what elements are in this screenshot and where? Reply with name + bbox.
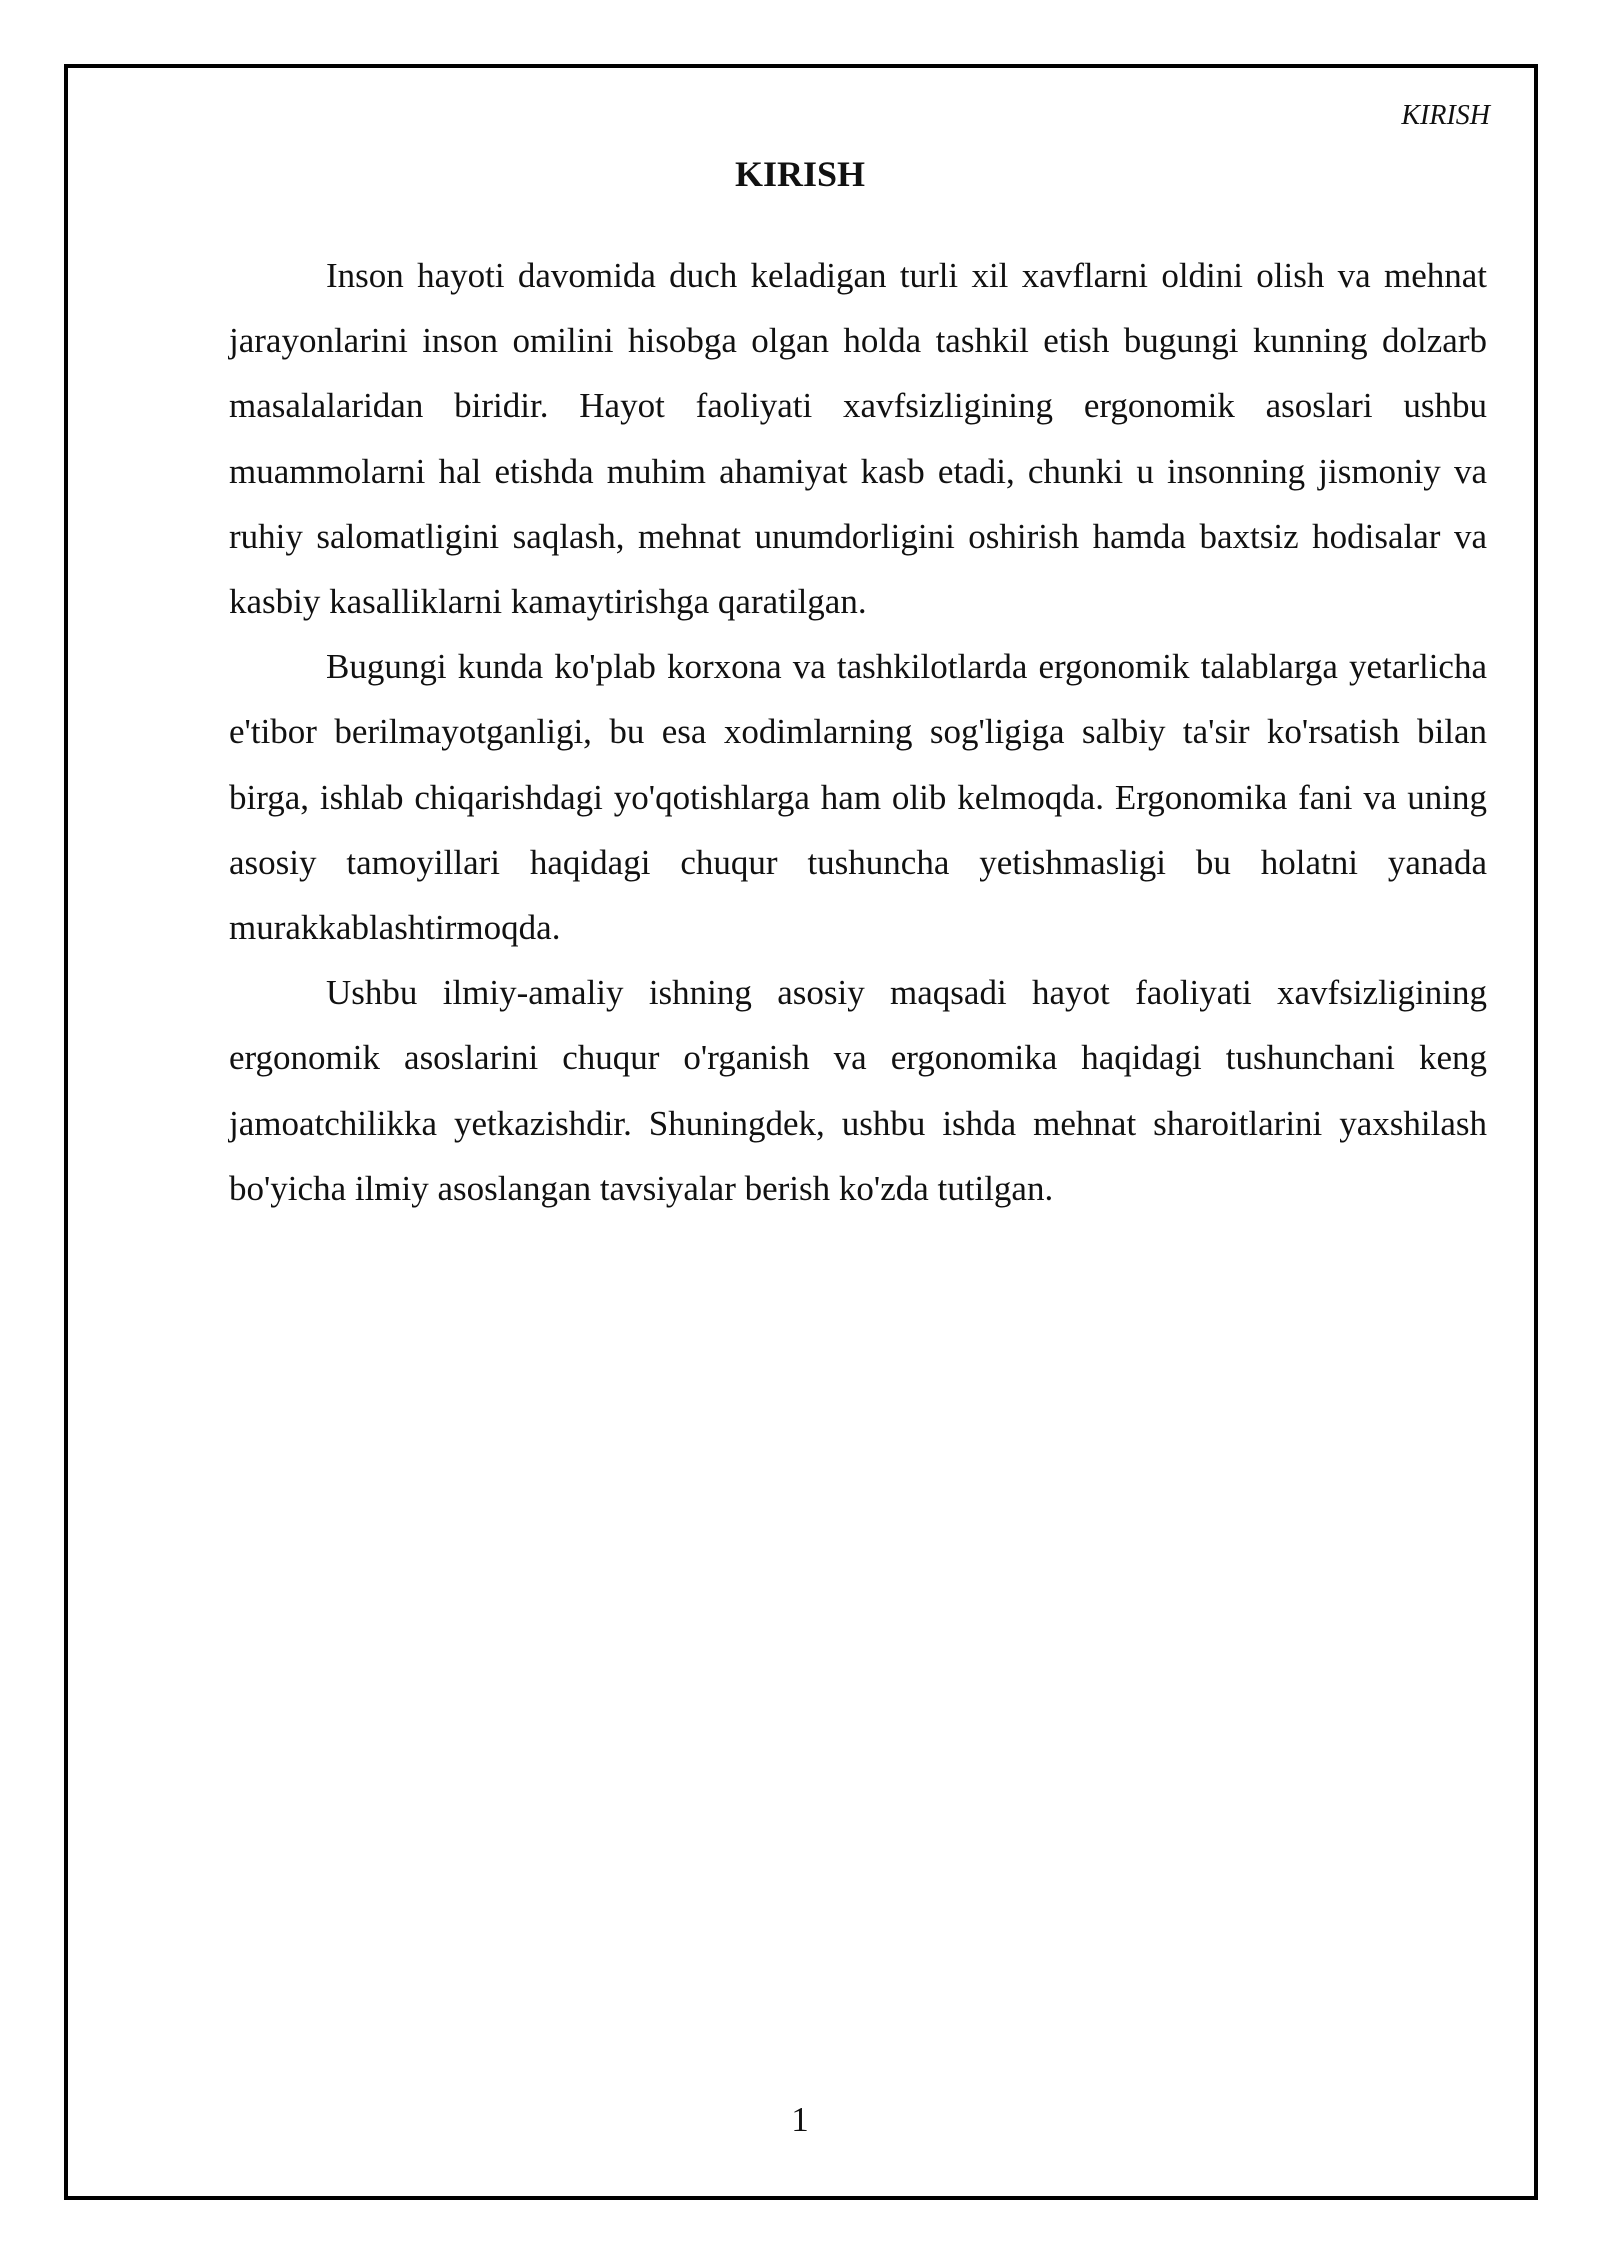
paragraph-1: Inson hayoti davomida duch keladigan turli xil xavflarni oldini olish va mehnat jarayonlarini inson omilini hisobga olgan holda tashkil etish bugungi kunning dolzarb masalalaridan biridir. Hayot faoliyati xavfsizligining ergonomik asoslari ushbu muammolarni hal etishda muhim ahamiyat kasb etadi, chunki u insonning jismoniy va ruhiy salomatligini saqlash, mehnat unumdorligini oshirish hamda baxtsiz hodisalar va kasbiy kasalliklarni kamaytirishga qaratilgan. xyxy=(229,256,1487,622)
paragraph-2: Bugungi kunda ko'plab korxona va tashkilotlarda ergonomik talablarga yetarlicha e'tibor berilmayotganligi, bu esa xodimlarning sog'ligiga salbiy ta'sir ko'rsatish bilan birga, ishlab chiqarishdagi yo'qotishlarga ham olib kelmoqda. Ergonomika fani va uning asosiy tamoyillari haqidagi chuqur tushuncha yetishmasligi bu holatni yanada murakkablashtirmoqda. xyxy=(229,647,1487,948)
page-title: KIRISH xyxy=(734,154,866,194)
document-body xyxy=(229,243,1487,1221)
paragraph-3: Ushbu ilmiy-amaliy ishning asosiy maqsadi hayot faoliyati xavfsizligining ergonomik asoslarini chuqur o'rganish va ergonomika haqidagi tushunchani keng jamoatchilikka yetkazishdir. Shuningdek, ushbu ishda mehnat sharoitlarini yaxshilash bo'yicha ilmiy asoslangan tavsiyalar berish ko'zda tutilgan. xyxy=(229,973,1487,1208)
page-number: 1 xyxy=(791,2100,809,2139)
running-header: KIRISH xyxy=(1401,100,1490,131)
